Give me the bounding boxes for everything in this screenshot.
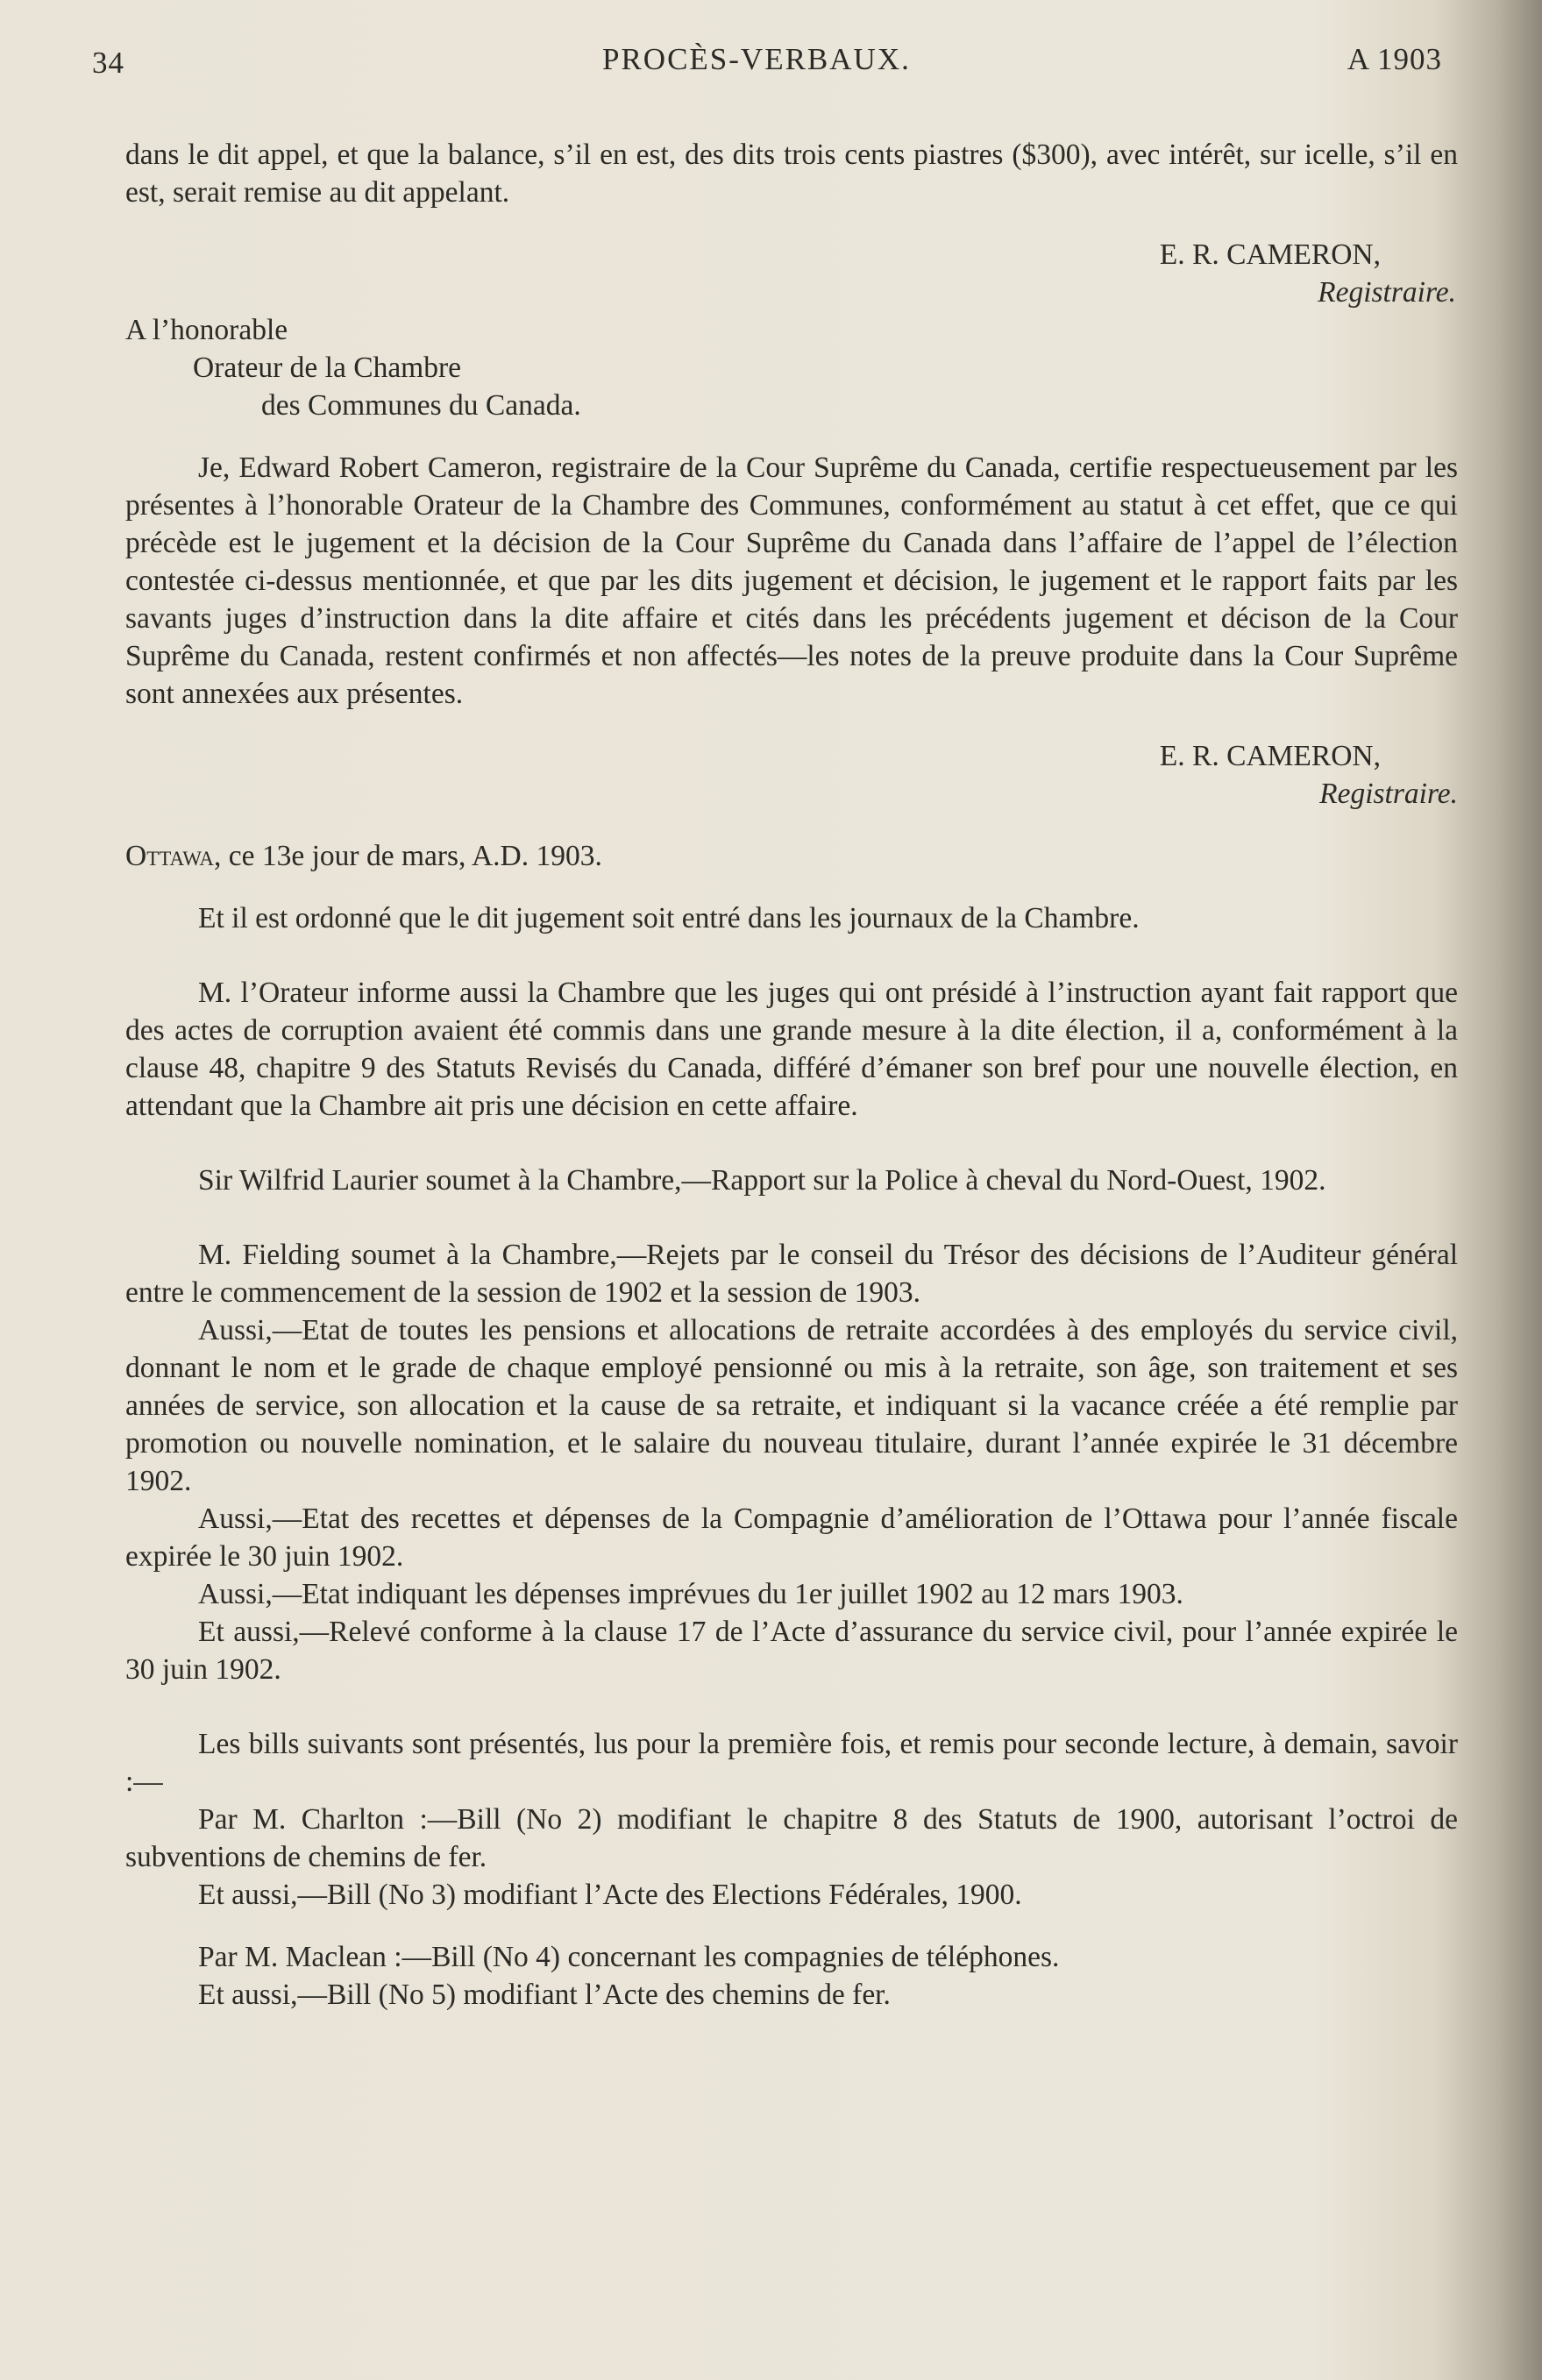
page-number: 34 <box>92 46 124 80</box>
paragraph-speaker: M. l’Orateur informe aussi la Chambre que les juges qui ont présidé à l’instruction ayant fait rapport que des actes de corruption avaient été commis dans une grande mesure à la dite élection, il a, conformément à la clause 48, chapitre 9 des Statuts Revisés du Canada, différé d’émaner son bref pour une nouvelle élection, en attendant que la Chambre ait pris une décision en cette affaire. <box>125 977 1458 1122</box>
running-header <box>92 42 1442 86</box>
running-title: PROCÈS-VERBAUX. <box>602 42 911 76</box>
paragraph-bills-intro: Les bills suivants sont présentés, lus pour la première fois, et remis pour seconde lecture, à demain, savoir :— <box>125 1728 1458 1798</box>
paragraph-expenses: Aussi,—Etat indiquant les dépenses imprévues du 1er juillet 1902 au 12 mars 1903. <box>198 1578 1183 1610</box>
signature-name: E. R. CAMERON, <box>1159 238 1381 271</box>
paragraph-certification: Je, Edward Robert Cameron, registraire de la Cour Suprême du Canada, certifie respectueusement par les présentes à l’honorable Orateur de la Chambre des Communes, conformément au statut à cet effet, que ce qui précède est le jugement et la décision de la Cour Suprême du Canada dans l’affaire de l’appel de l’élection contestée ci-dessus mentionnée, et que par les dits jugement et décision, le jugement et le rapport faits par les savants juges d’instruction dans la dite affaire et cités dans les précédents jugement et décison de la Cour Suprême du Canada, restent confirmés et non affectés—les notes de la preuve produite dans la Cour Suprême sont annexées aux présentes. <box>125 451 1458 710</box>
signature-title: Registraire. <box>1318 276 1456 309</box>
paragraph-bill-5: Et aussi,—Bill (No 5) modifiant l’Acte des chemins de fer. <box>198 1979 891 2011</box>
paragraph-bill-3: Et aussi,—Bill (No 3) modifiant l’Acte des Elections Fédérales, 1900. <box>198 1879 1022 1911</box>
paragraph-laurier: Sir Wilfrid Laurier soumet à la Chambre,—Rapport sur la Police à cheval du Nord-Ouest, 1902. <box>198 1164 1326 1197</box>
date-line <box>125 837 1458 875</box>
page-body <box>125 136 1458 2014</box>
paragraph-insurance: Et aussi,—Relevé conforme à la clause 17 de l’Acte d’assurance du service civil, pour l’année expirée le 30 juin 1902. <box>125 1616 1458 1686</box>
date-rest: ce 13e jour de mars, A.D. 1903. <box>221 840 602 872</box>
date-place: Ottawa, <box>125 840 222 872</box>
address-line: A l’honorable <box>125 314 288 346</box>
signature-title: Registraire. <box>1319 778 1458 810</box>
paragraph-bill-4: Par M. Maclean :—Bill (No 4) concernant les compagnies de téléphones. <box>198 1941 1060 1973</box>
paragraph-ottawa-company: Aussi,—Etat des recettes et dépenses de la Compagnie d’amélioration de l’Ottawa pour l’année fiscale expirée le 30 juin 1902. <box>125 1503 1458 1573</box>
signature-name: E. R. CAMERON, <box>1159 740 1381 772</box>
year-label: A 1903 <box>1347 42 1442 76</box>
paragraph-appeal-balance: dans le dit appel, et que la balance, s’il en est, des dits trois cents piastres ($300), avec intérêt, sur icelle, s’il en est, serait remise au dit appelant. <box>125 139 1458 209</box>
paragraph-bill-2: Par M. Charlton :—Bill (No 2) modifiant le chapitre 8 des Statuts de 1900, autorisant l’octroi de subventions de chemins de fer. <box>125 1803 1458 1873</box>
paragraph-fielding: M. Fielding soumet à la Chambre,—Rejets par le conseil du Trésor des décisions de l’Auditeur général entre le commencement de la session de 1902 et la session de 1903. <box>125 1239 1458 1309</box>
address-line: Orateur de la Chambre <box>193 352 462 384</box>
paragraph-order: Et il est ordonné que le dit jugement soit entré dans les journaux de la Chambre. <box>198 902 1140 934</box>
paragraph-pensions: Aussi,—Etat de toutes les pensions et allocations de retraite accordées à des employés du service civil, donnant le nom et le grade de chaque employé pensionné ou mis à la retraite, son âge, son traitement et ses années de service, son allocation et la cause de sa retraite, et indiquant si la vacance créée a été remplie par promotion ou nouvelle nomination, et le salaire du nouveau titulaire, durant l’année expirée le 31 décembre 1902. <box>125 1314 1458 1497</box>
address-line: des Communes du Canada. <box>261 389 581 422</box>
